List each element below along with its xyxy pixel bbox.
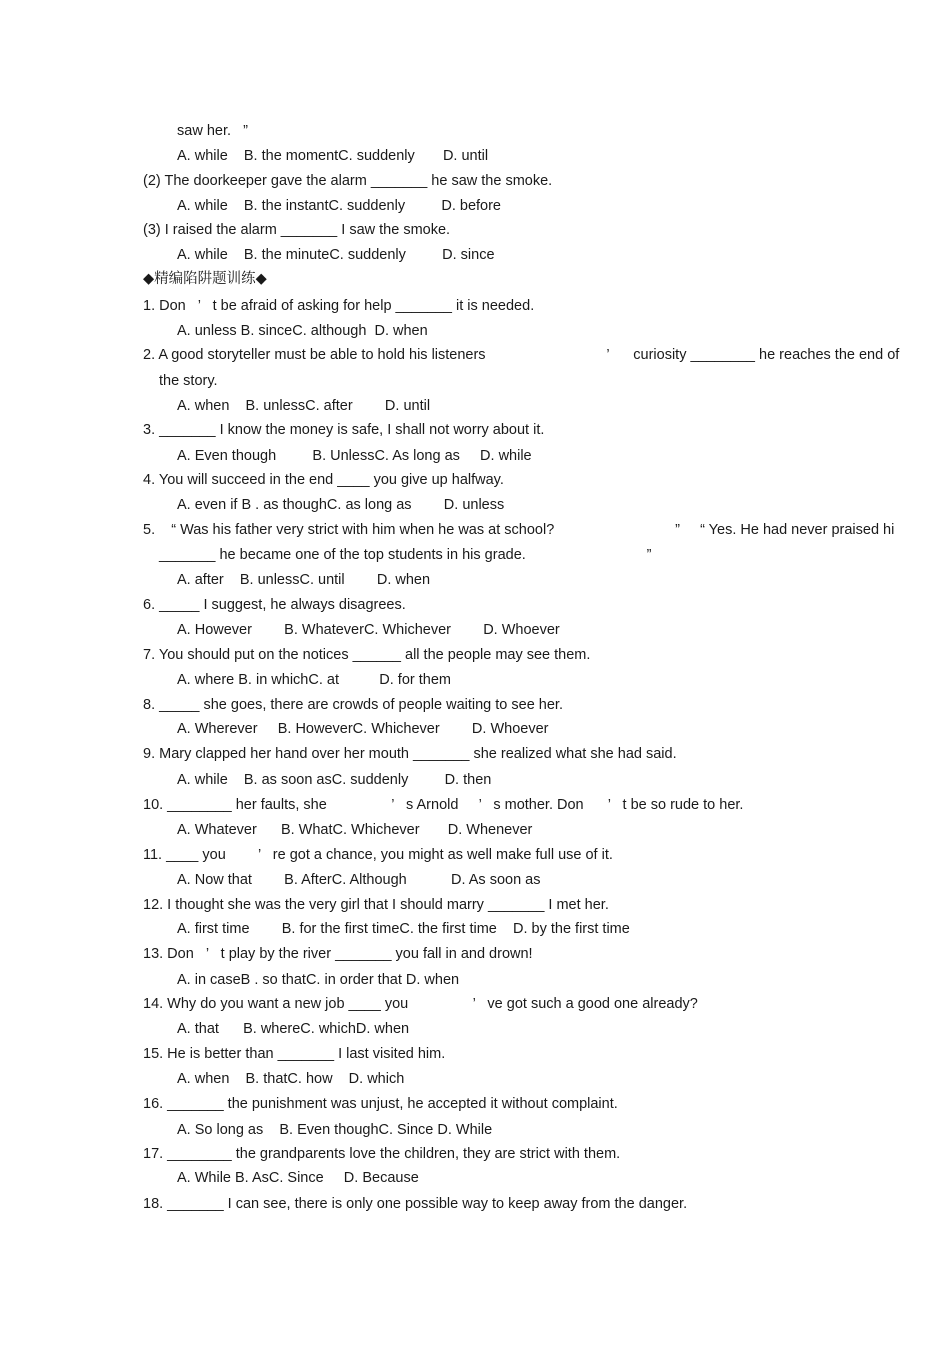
- options-line: A. Wherever B. HoweverC. Whichever D. Whoever: [177, 721, 549, 737]
- options-line: A. in caseB . so thatC. in order that D. when: [177, 972, 460, 988]
- question-line: 1. Don ’ t be afraid of asking for help _______ it is needed.: [143, 298, 535, 314]
- question-line: 16. _______ the punishment was unjust, he accepted it without complaint.: [143, 1096, 618, 1112]
- options-line: A. Whatever B. WhatC. Whichever D. Whenever: [177, 822, 533, 838]
- question-line: (3) I raised the alarm _______ I saw the smoke.: [143, 222, 451, 238]
- question-line: 10. ________ her faults, she ’ s Arnold ’ s mother. Don ’ t be so rude to her.: [143, 797, 744, 813]
- options-line: A. while B. the minuteC. suddenly D. since: [177, 247, 495, 263]
- options-line: A. unless B. sinceC. although D. when: [177, 323, 428, 339]
- options-line: A. even if B . as thoughC. as long as D. unless: [177, 497, 505, 513]
- question-continuation: the story.: [159, 373, 218, 389]
- question-line: 5. “ Was his father very strict with him when he was at school? ” “ Yes. He had never praised hi: [143, 522, 895, 538]
- question-continuation: _______ he became one of the top students in his grade. ”: [159, 547, 652, 563]
- question-line: 4. You will succeed in the end ____ you give up halfway.: [143, 472, 504, 488]
- options-line: A. first time B. for the first timeC. the first time D. by the first time: [177, 921, 630, 937]
- question-line: 12. I thought she was the very girl that I should marry _______ I met her.: [143, 897, 609, 913]
- question-line: 6. _____ I suggest, he always disagrees.: [143, 597, 406, 613]
- options-line: A. So long as B. Even thoughC. Since D. While: [177, 1122, 493, 1138]
- text-line: saw her. ”: [177, 123, 248, 139]
- section-heading: ◆精编陷阱题训练◆: [143, 271, 267, 287]
- options-line: A. when B. thatC. how D. which: [177, 1071, 405, 1087]
- question-line: 15. He is better than _______ I last visited him.: [143, 1046, 446, 1062]
- options-line: A. while B. as soon asC. suddenly D. then: [177, 772, 492, 788]
- options-line: A. where B. in whichC. at D. for them: [177, 672, 451, 688]
- question-line: 9. Mary clapped her hand over her mouth _______ she realized what she had said.: [143, 746, 677, 762]
- options-line: A. Now that B. AfterC. Although D. As soon as: [177, 872, 541, 888]
- question-line: 13. Don ’ t play by the river _______ you fall in and drown!: [143, 946, 533, 962]
- question-line: 7. You should put on the notices ______ all the people may see them.: [143, 647, 591, 663]
- options-line: A. However B. WhateverC. Whichever D. Whoever: [177, 622, 560, 638]
- options-line: A. after B. unlessC. until D. when: [177, 572, 431, 588]
- options-line: A. Even though B. UnlessC. As long as D. while: [177, 448, 532, 464]
- question-line: 14. Why do you want a new job ____ you ’ ve got such a good one already?: [143, 996, 698, 1012]
- question-line: 18. _______ I can see, there is only one possible way to keep away from the danger.: [143, 1196, 688, 1212]
- question-line: 8. _____ she goes, there are crowds of people waiting to see her.: [143, 697, 563, 713]
- question-line: 17. ________ the grandparents love the children, they are strict with them.: [143, 1146, 621, 1162]
- question-line: 2. A good storyteller must be able to hold his listeners ’ curiosity ________ he reaches the end of: [143, 347, 900, 363]
- options-line: A. while B. the instantC. suddenly D. before: [177, 198, 501, 214]
- options-line: A. while B. the momentC. suddenly D. until: [177, 148, 489, 164]
- options-line: A. While B. AsC. Since D. Because: [177, 1170, 419, 1186]
- options-line: A. that B. whereC. whichD. when: [177, 1021, 410, 1037]
- question-line: 11. ____ you ’ re got a chance, you might as well make full use of it.: [143, 847, 613, 863]
- options-line: A. when B. unlessC. after D. until: [177, 398, 431, 414]
- question-line: 3. _______ I know the money is safe, I shall not worry about it.: [143, 422, 545, 438]
- question-line: (2) The doorkeeper gave the alarm _______ he saw the smoke.: [143, 173, 553, 189]
